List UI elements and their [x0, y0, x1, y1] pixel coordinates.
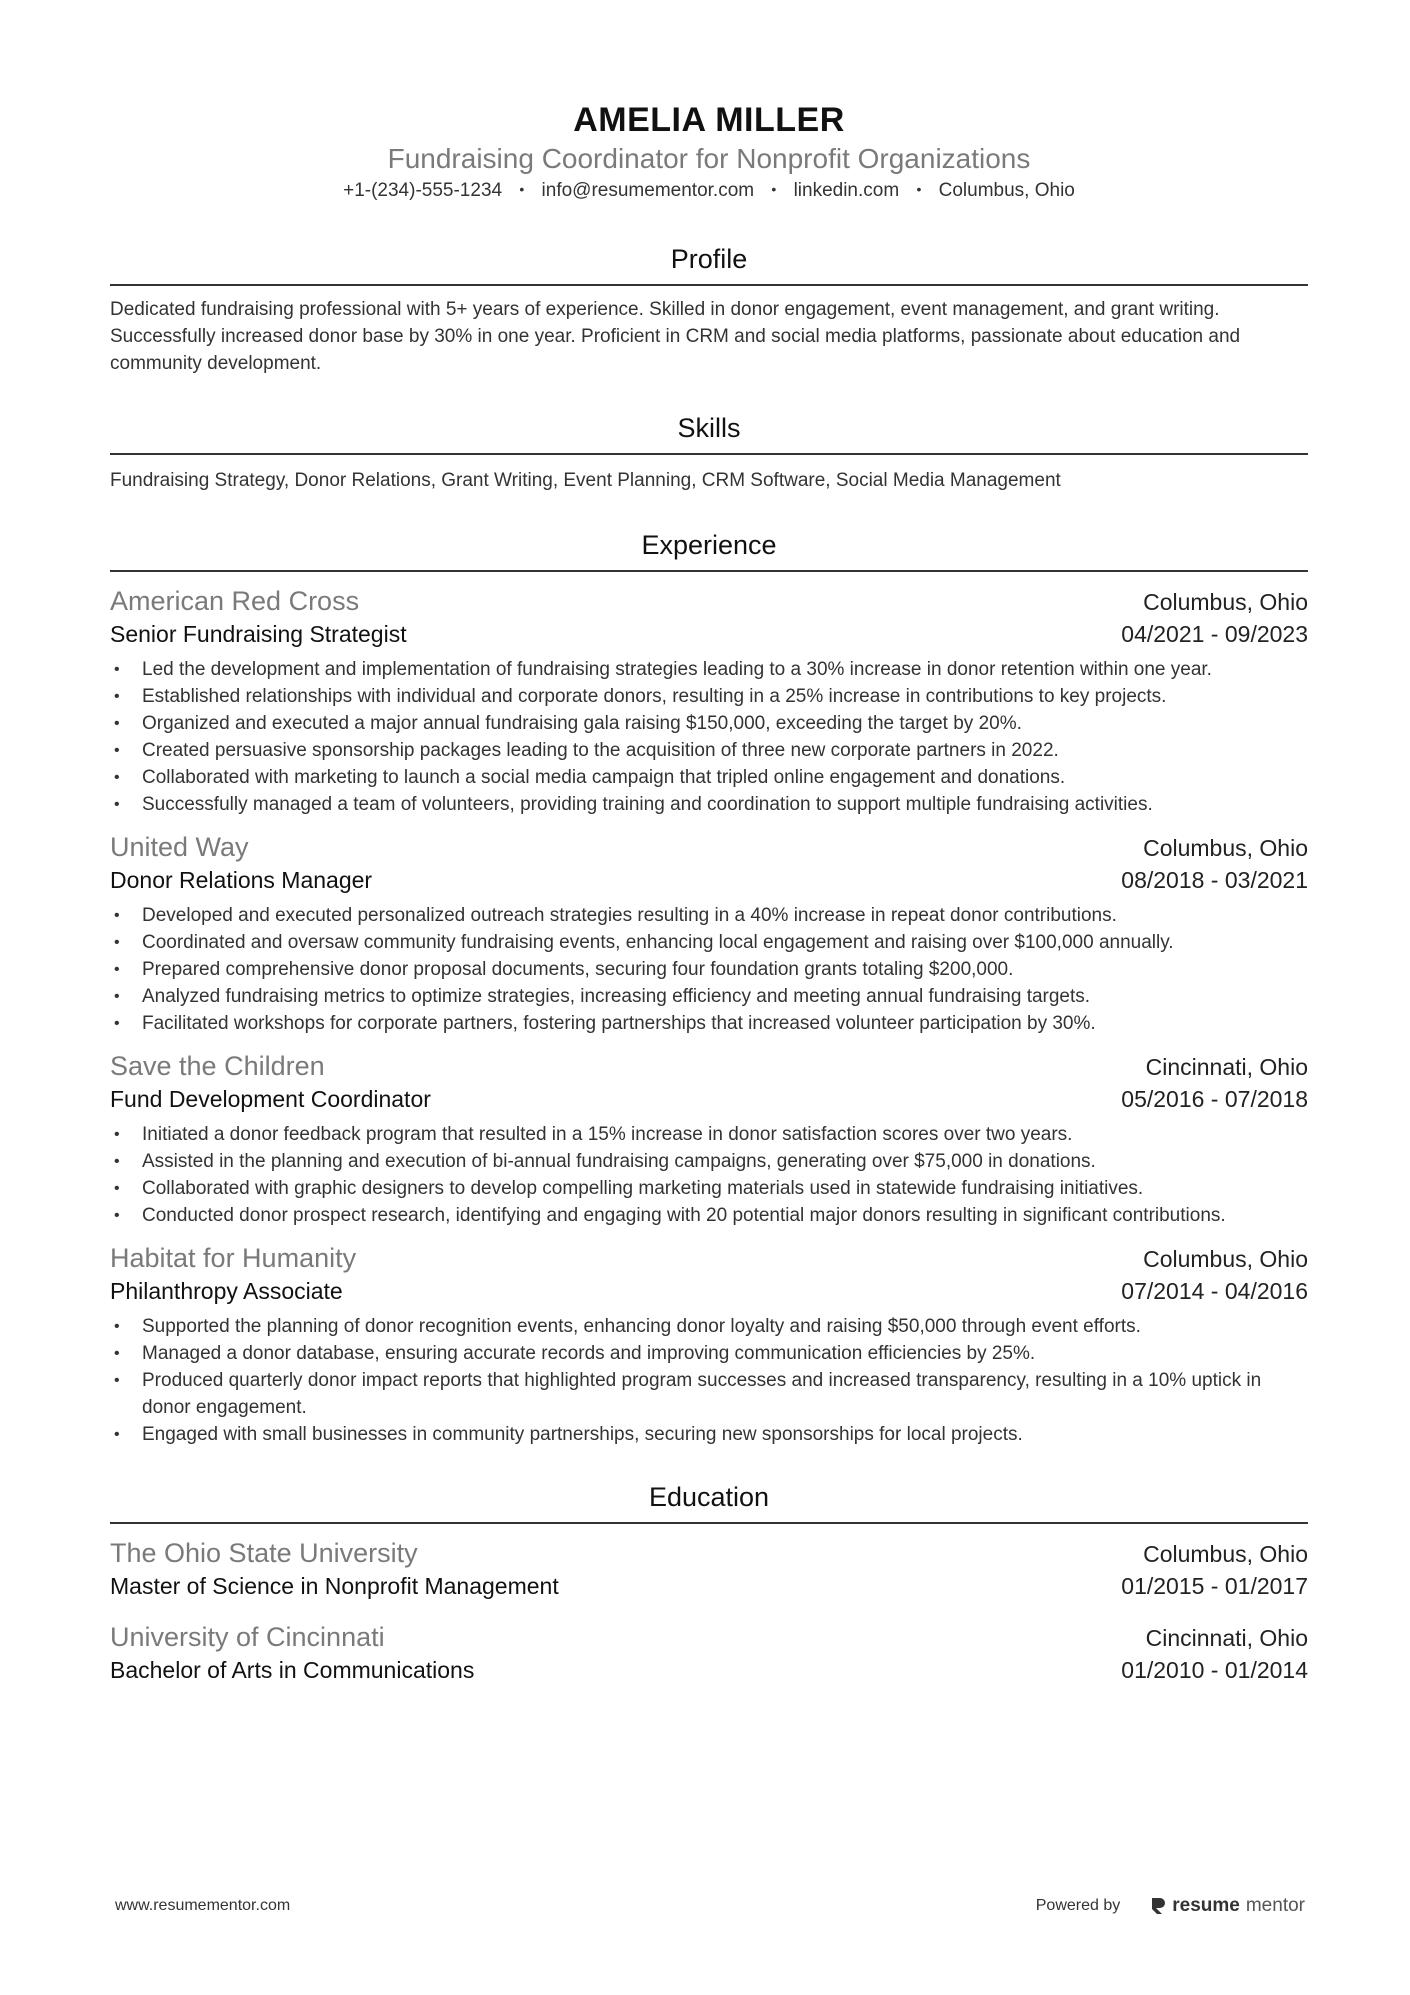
bullet-dot: • [114, 907, 120, 924]
job-bullets [110, 1121, 1308, 1229]
job-title: Donor Relations Manager [110, 867, 373, 893]
list-item [110, 929, 1308, 956]
bullet-dot: • [114, 1372, 120, 1389]
job-location: Columbus, Ohio [1143, 835, 1308, 861]
skills-list: Fundraising Strategy, Donor Relations, Grant Writing, Event Planning, CRM Software, Social Media Management [110, 470, 1061, 491]
job-title: Senior Fundraising Strategist [110, 621, 407, 647]
bullet-dot: • [114, 1426, 120, 1443]
degree-name: Bachelor of Arts in Communications [110, 1657, 475, 1683]
brand-logo[interactable] [1150, 1895, 1305, 1917]
experience-entry [110, 830, 1308, 1037]
bullet-text: Conducted donor prospect research, identifying and engaging with 20 potential major donors resulting in significant contributions. [142, 1205, 1226, 1226]
footer-website-link[interactable]: www.resumementor.com [115, 1897, 291, 1914]
job-bullets [110, 656, 1308, 818]
bullet-text: Successfully managed a team of volunteers, providing training and coordination to support multiple fundraising activities. [142, 794, 1153, 815]
bullet-dot: • [114, 1180, 120, 1197]
list-item [110, 956, 1308, 983]
bullet-dot: • [114, 715, 120, 732]
list-item [110, 1202, 1308, 1229]
school-name: University of Cincinnati [110, 1622, 385, 1652]
bullet-text: Created persuasive sponsorship packages leading to the acquisition of three new corporate partners in 2022. [142, 740, 1059, 761]
bullet-text: Collaborated with graphic designers to develop compelling marketing materials used in statewide fundraising initiatives. [142, 1178, 1144, 1199]
bullet-dot: • [114, 961, 120, 978]
bullet-text: Established relationships with individual and corporate donors, resulting in a 25% increase in contributions to key projects. [142, 686, 1167, 707]
list-item [110, 902, 1308, 929]
list-item [110, 737, 1308, 764]
bullet-text: Assisted in the planning and execution of bi-annual fundraising campaigns, generating over $75,000 in donations. [142, 1151, 1096, 1172]
experience-list [110, 584, 1308, 1448]
bullet-text: Analyzed fundraising metrics to optimize strategies, increasing efficiency and meeting annual fundraising targets. [142, 986, 1091, 1007]
list-item [110, 1367, 1308, 1421]
bullet-dot: • [114, 769, 120, 786]
bullet-dot: • [114, 1153, 120, 1170]
job-dates: 07/2014 - 04/2016 [1121, 1278, 1308, 1304]
profile-section-title: Profile [110, 242, 1308, 286]
job-bullets [110, 1313, 1308, 1448]
profile-summary: Dedicated fundraising professional with 5+ years of experience. Skilled in donor engagement, event management, and grant writing. Successfully increased donor base by 30% in one year. Proficient in CRM and social media platforms, passionate about education and community development. [110, 299, 1241, 374]
contact-line [110, 178, 1308, 204]
bullet-dot: • [114, 1345, 120, 1362]
school-location: Cincinnati, Ohio [1145, 1625, 1308, 1651]
contact-location: Columbus, Ohio [938, 180, 1075, 201]
resume-header [110, 100, 1308, 204]
job-dates: 04/2021 - 09/2023 [1121, 621, 1308, 647]
bullet-dot: • [114, 988, 120, 1005]
bullet-text: Collaborated with marketing to launch a social media campaign that tripled online engagement and donations. [142, 767, 1066, 788]
degree-name: Master of Science in Nonprofit Management [110, 1573, 559, 1599]
job-dates: 05/2016 - 07/2018 [1121, 1086, 1308, 1112]
job-dates: 08/2018 - 03/2021 [1121, 867, 1308, 893]
bullet-text: Developed and executed personalized outreach strategies resulting in a 40% increase in repeat donor contributions. [142, 905, 1117, 926]
bullet-dot: • [114, 742, 120, 759]
list-item [110, 683, 1308, 710]
bullet-dot: • [114, 1015, 120, 1032]
bullet-text: Managed a donor database, ensuring accurate records and improving communication efficiencies by 25%. [142, 1343, 1036, 1364]
experience-section-title: Experience [110, 528, 1308, 572]
candidate-headline: Fundraising Coordinator for Nonprofit Organizations [387, 143, 1031, 174]
list-item [110, 1010, 1308, 1037]
brand-name-light: mentor [1245, 1895, 1305, 1916]
contact-email[interactable]: info@resumementor.com [541, 180, 755, 201]
list-item [110, 1148, 1308, 1175]
experience-entry [110, 1049, 1308, 1229]
bullet-text: Organized and executed a major annual fundraising gala raising $150,000, exceeding the target by 20%. [142, 713, 1022, 734]
contact-separator: • [916, 181, 922, 197]
experience-entry [110, 1241, 1308, 1448]
skills-section-title: Skills [110, 411, 1308, 455]
list-item [110, 656, 1308, 683]
list-item [110, 791, 1308, 818]
education-entry [110, 1620, 1308, 1686]
bullet-dot: • [114, 688, 120, 705]
contact-separator: • [519, 181, 525, 197]
bullet-text: Produced quarterly donor impact reports that highlighted program successes and increased transparency, resulting in a 10% uptick in donor engagement. [142, 1370, 1262, 1418]
bullet-dot: • [114, 661, 120, 678]
list-item [110, 1313, 1308, 1340]
bullet-text: Engaged with small businesses in community partnerships, securing new sponsorships for local projects. [142, 1424, 1023, 1445]
degree-dates: 01/2015 - 01/2017 [1121, 1573, 1308, 1599]
bullet-text: Coordinated and oversaw community fundraising events, enhancing local engagement and raising over $100,000 annually. [142, 932, 1174, 953]
powered-by-label: Powered by [1035, 1897, 1121, 1914]
job-location: Columbus, Ohio [1143, 589, 1308, 615]
list-item [110, 983, 1308, 1010]
job-title: Fund Development Coordinator [110, 1086, 431, 1112]
list-item [110, 710, 1308, 737]
employer-name: Save the Children [110, 1051, 325, 1081]
bullet-text: Supported the planning of donor recognition events, enhancing donor loyalty and raising $50,000 through event efforts. [142, 1316, 1141, 1337]
candidate-name: AMELIA MILLER [573, 101, 845, 139]
job-title: Philanthropy Associate [110, 1278, 343, 1304]
job-bullets [110, 902, 1308, 1037]
contact-linkedin[interactable]: linkedin.com [793, 180, 900, 201]
bullet-text: Led the development and implementation of fundraising strategies leading to a 30% increase in donor retention within one year. [142, 659, 1212, 680]
list-item [110, 1175, 1308, 1202]
bullet-text: Facilitated workshops for corporate partners, fostering partnerships that increased volunteer participation by 30%. [142, 1013, 1096, 1034]
school-location: Columbus, Ohio [1143, 1541, 1308, 1567]
list-item [110, 1340, 1308, 1367]
employer-name: Habitat for Humanity [110, 1243, 357, 1273]
degree-dates: 01/2010 - 01/2014 [1121, 1657, 1308, 1683]
bullet-text: Prepared comprehensive donor proposal documents, securing four foundation grants totaling $200,000. [142, 959, 1014, 980]
bullet-dot: • [114, 1318, 120, 1335]
employer-name: United Way [110, 832, 249, 862]
experience-entry [110, 584, 1308, 818]
school-name: The Ohio State University [110, 1538, 418, 1568]
education-entry [110, 1536, 1308, 1602]
bullet-dot: • [114, 1126, 120, 1143]
bullet-dot: • [114, 796, 120, 813]
brand-name-bold: resume [1172, 1895, 1240, 1916]
powered-by [1036, 1895, 1305, 1917]
resumementor-logo-icon [1150, 1897, 1166, 1915]
employer-name: American Red Cross [110, 586, 360, 616]
job-location: Columbus, Ohio [1143, 1246, 1308, 1272]
job-location: Cincinnati, Ohio [1145, 1054, 1308, 1080]
list-item [110, 1121, 1308, 1148]
list-item [110, 1421, 1308, 1448]
contact-phone: +1-(234)-555-1234 [343, 180, 503, 201]
bullet-dot: • [114, 1207, 120, 1224]
bullet-text: Initiated a donor feedback program that resulted in a 15% increase in donor satisfaction scores over two years. [142, 1124, 1073, 1145]
education-section-title: Education [110, 1480, 1308, 1524]
page-footer [115, 1895, 1305, 1917]
bullet-dot: • [114, 934, 120, 951]
contact-separator: • [771, 181, 777, 197]
resume-page [110, 0, 1308, 1686]
list-item [110, 764, 1308, 791]
